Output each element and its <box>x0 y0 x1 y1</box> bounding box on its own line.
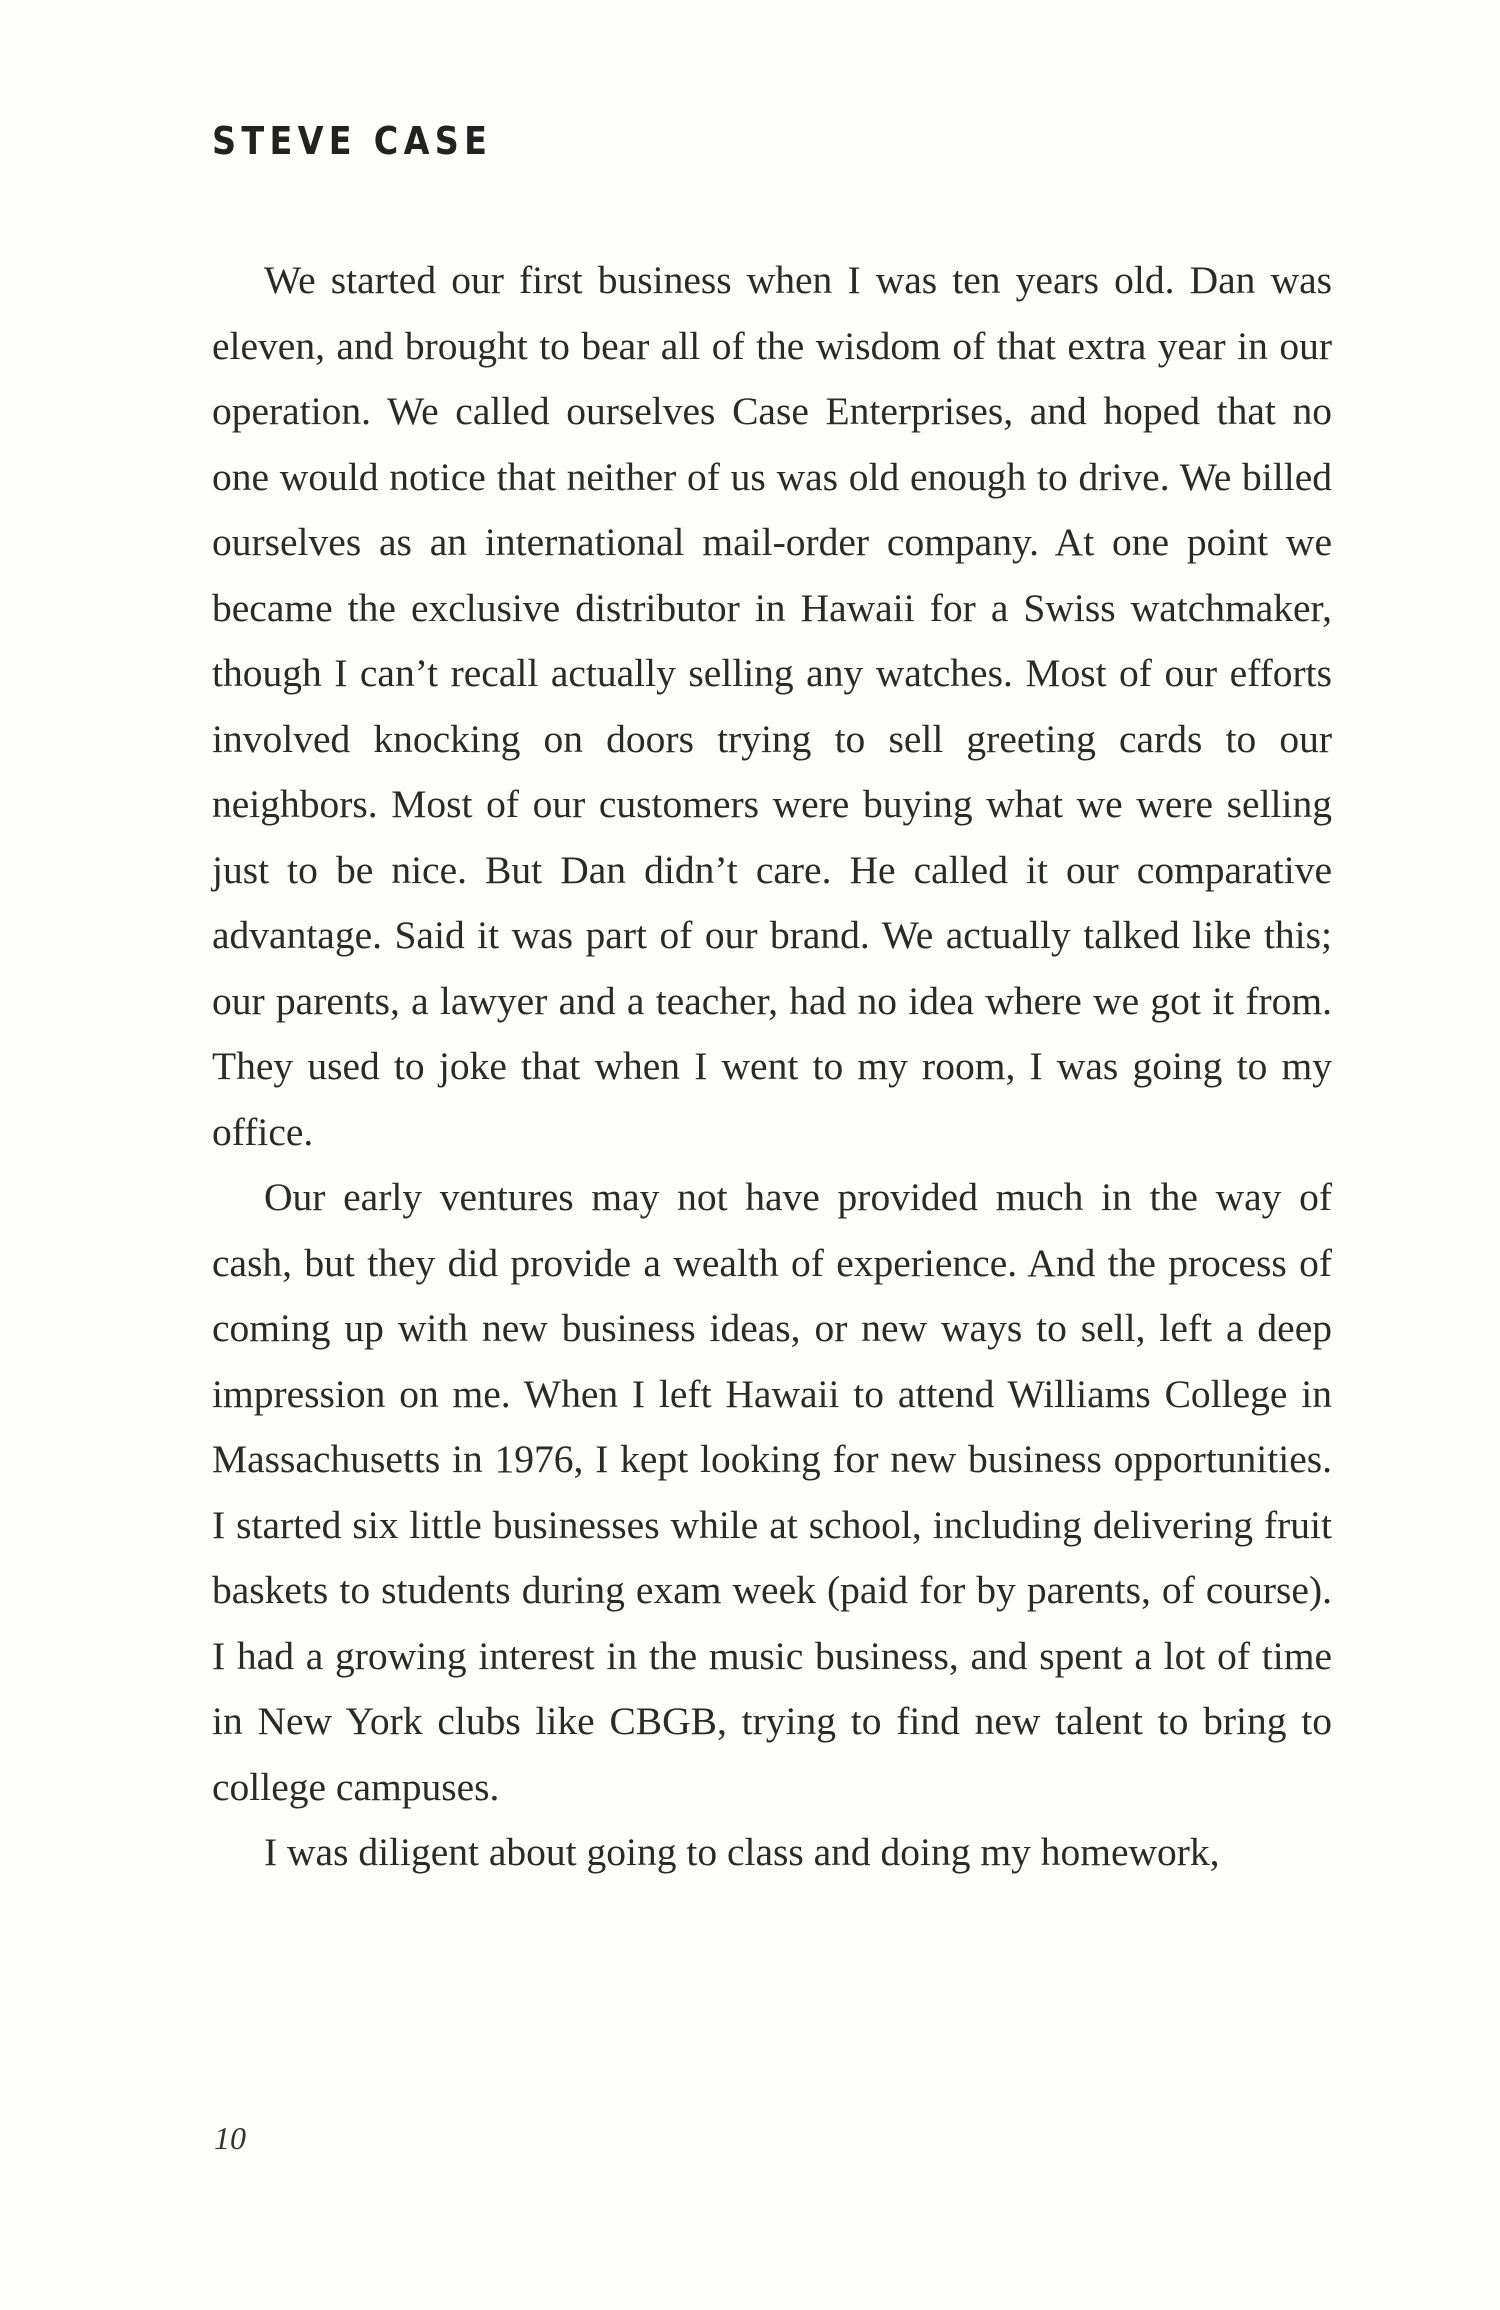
running-head: STEVE CASE <box>212 119 493 163</box>
paragraph-1: We started our first business when I was ten years old. Dan was eleven, and brought to bear all of the wisdom of that extra year in our operation. We called ourselves Case Enterprises, and hoped that no one would notice that neither of us was old enough to drive. We billed ourselves as an international mail-order company. At one point we became the exclusive distributor in Hawaii for a Swiss watchmaker, though I can’t recall actually selling any watches. Most of our efforts involved knocking on doors trying to sell greeting cards to our neighbors. Most of our customers were buying what we were selling just to be nice. But Dan didn’t care. He called it our comparative advantage. Said it was part of our brand. We actually talked like this; our parents, a lawyer and a teacher, had no idea where we got it from. They used to joke that when I went to my room, I was going to my office. <box>212 258 1332 1154</box>
page-number: 10 <box>214 2120 246 2156</box>
paragraph-3: I was diligent about going to class and doing my homework, <box>264 1830 1220 1874</box>
body-text <box>212 248 1332 1886</box>
paragraph-2: Our early ventures may not have provided much in the way of cash, but they did provide a wealth of experience. And the process of coming up with new business ideas, or new ways to sell, left a deep impression on me. When I left Hawaii to attend Williams College in Massachusetts in 1976, I kept looking for new business opportunities. I started six little businesses while at school, including delivering fruit baskets to students during exam week (paid for by parents, of course). I had a growing interest in the music business, and spent a lot of time in New York clubs like CBGB, trying to find new talent to bring to college campuses. <box>212 1175 1332 1809</box>
